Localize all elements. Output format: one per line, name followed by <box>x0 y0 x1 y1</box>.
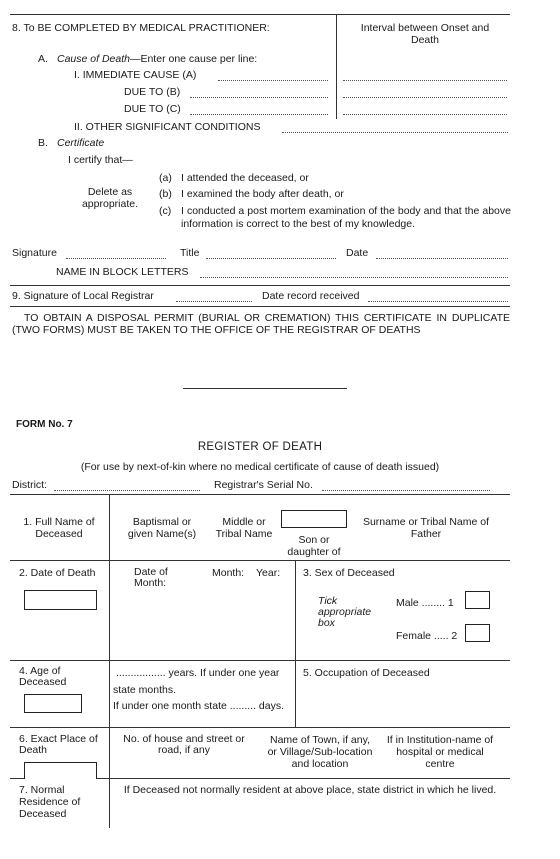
section9-bottom-rule <box>10 306 510 307</box>
middle-name-header: Middle or Tribal Name <box>215 516 273 540</box>
occupation-label: 5. Occupation of Deceased <box>303 667 430 679</box>
interval-a-field[interactable] <box>343 80 507 81</box>
certify-text: I certify that— <box>68 154 133 166</box>
registrar-label: 9. Signature of Local Registrar <box>12 290 154 302</box>
other-conditions-field[interactable] <box>282 132 508 133</box>
row-divider-3 <box>10 727 510 728</box>
block-letters-field[interactable] <box>200 277 508 278</box>
age-years-text: ................. years. If under one year <box>116 667 280 679</box>
option-c-text: I conducted a post mortem examination of the body and that the above information is correct to the best of my knowledge. <box>181 205 511 230</box>
part-b-label: Certificate <box>57 137 105 149</box>
male-label: Male ........ 1 <box>396 597 454 609</box>
row-divider-2 <box>10 660 510 661</box>
district-label: District: <box>12 479 47 491</box>
sex-label: 3. Sex of Deceased <box>303 567 395 579</box>
residence-note: If Deceased not normally resident at above place, state district in which he lived. <box>123 784 497 796</box>
place-of-death-label: 6. Exact Place of Death <box>19 733 98 756</box>
place-of-death-box[interactable] <box>24 762 97 779</box>
interval-column-divider <box>336 14 337 119</box>
male-checkbox[interactable] <box>465 591 490 609</box>
cause-a-label: I. IMMEDIATE CAUSE (A) <box>74 69 197 81</box>
date-of-death-label: 2. Date of Death <box>19 567 96 579</box>
disposal-notice: TO OBTAIN A DISPOSAL PERMIT (BURIAL OR CREMATION) THIS CERTIFICATE IN DUPLICATE (TWO FORMS) MUST BE TAKEN TO THE OFFICE OF THE REGISTRAR OF DEATHS <box>12 312 510 336</box>
interval-header: Interval between Onset and Death <box>360 22 490 46</box>
cause-b-label: DUE TO (B) <box>124 86 181 98</box>
year-header: Year: <box>256 567 281 579</box>
house-street-header: No. of house and street or road, if any <box>123 733 245 756</box>
part-a-suffix: —Enter one cause per line: <box>129 53 258 65</box>
part-a-label: Cause of Death <box>57 53 130 65</box>
town-village-header: Name of Town, if any, or Village/Sub-location and location <box>267 734 373 770</box>
female-checkbox[interactable] <box>465 624 490 642</box>
age-months-text: state months. <box>113 684 177 696</box>
delete-note: Delete as appropriate. <box>81 186 139 210</box>
top-rule <box>10 14 510 15</box>
signature-field[interactable] <box>66 258 166 259</box>
date-field[interactable] <box>376 258 508 259</box>
normal-residence-label: 7. Normal Residence of Deceased <box>19 784 81 820</box>
option-a-text: I attended the deceased, or <box>181 172 309 184</box>
title-label: Title <box>180 247 200 259</box>
serial-field[interactable] <box>322 490 490 491</box>
date-received-field[interactable] <box>368 301 508 302</box>
serial-label: Registrar's Serial No. <box>214 479 313 491</box>
option-b-text: I examined the body after death, or <box>181 188 344 200</box>
date-of-month-header: Date of Month: <box>134 566 168 589</box>
age-box[interactable] <box>24 694 82 713</box>
block-letters-label: NAME IN BLOCK LETTERS <box>56 266 189 278</box>
table-middle-divider <box>295 560 296 727</box>
month-header: Month: <box>212 567 245 579</box>
date-of-death-box[interactable] <box>24 590 97 610</box>
age-label: 4. Age of Deceased <box>19 665 67 688</box>
female-label: Female ..... 2 <box>396 630 458 642</box>
form-number: FORM No. 7 <box>16 419 73 430</box>
full-name-label: 1. Full Name of Deceased <box>23 516 95 540</box>
surname-header: Surname or Tribal Name of Father <box>362 516 490 540</box>
option-c-key[interactable]: (c) <box>159 205 172 217</box>
date-label: Date <box>346 247 369 259</box>
cause-c-field[interactable] <box>190 114 328 115</box>
cause-c-label: DUE TO (C) <box>124 103 181 115</box>
son-daughter-header: Son or daughter of <box>287 534 341 558</box>
title-field[interactable] <box>206 258 336 259</box>
section8-title: 8. To BE COMPLETED BY MEDICAL PRACTITIONER: <box>12 22 270 34</box>
interval-b-field[interactable] <box>343 97 507 98</box>
section9-top-rule <box>10 285 510 286</box>
other-conditions-label: II. OTHER SIGNIFICANT CONDITIONS <box>74 121 261 133</box>
age-days-text: If under one month state ......... days. <box>113 700 285 712</box>
date-received-label: Date record received <box>262 290 360 302</box>
option-b-key[interactable]: (b) <box>159 188 172 200</box>
signature-label: Signature <box>12 247 57 259</box>
son-daughter-box[interactable] <box>281 510 347 528</box>
district-field[interactable] <box>54 490 200 491</box>
separator-rule <box>183 388 347 389</box>
form-title: REGISTER OF DEATH <box>197 441 323 453</box>
table-top-rule <box>10 494 510 495</box>
institution-header: If in Institution-name of hospital or medical centre <box>386 734 494 770</box>
part-a-letter: A. <box>38 53 48 65</box>
form-subtitle: (For use by next-of-kin where no medical certificate of cause of death issued) <box>80 461 440 473</box>
part-a-label-row <box>57 53 257 65</box>
cause-a-field[interactable] <box>218 80 328 81</box>
baptismal-header: Baptismal or given Name(s) <box>127 516 197 540</box>
tick-note: Tick appropriate box <box>318 595 372 629</box>
registrar-signature-field[interactable] <box>176 301 252 302</box>
cause-b-field[interactable] <box>190 97 328 98</box>
option-a-key[interactable]: (a) <box>159 172 172 184</box>
interval-c-field[interactable] <box>343 114 507 115</box>
row-divider-1 <box>10 560 510 561</box>
part-b-letter: B. <box>38 137 48 149</box>
